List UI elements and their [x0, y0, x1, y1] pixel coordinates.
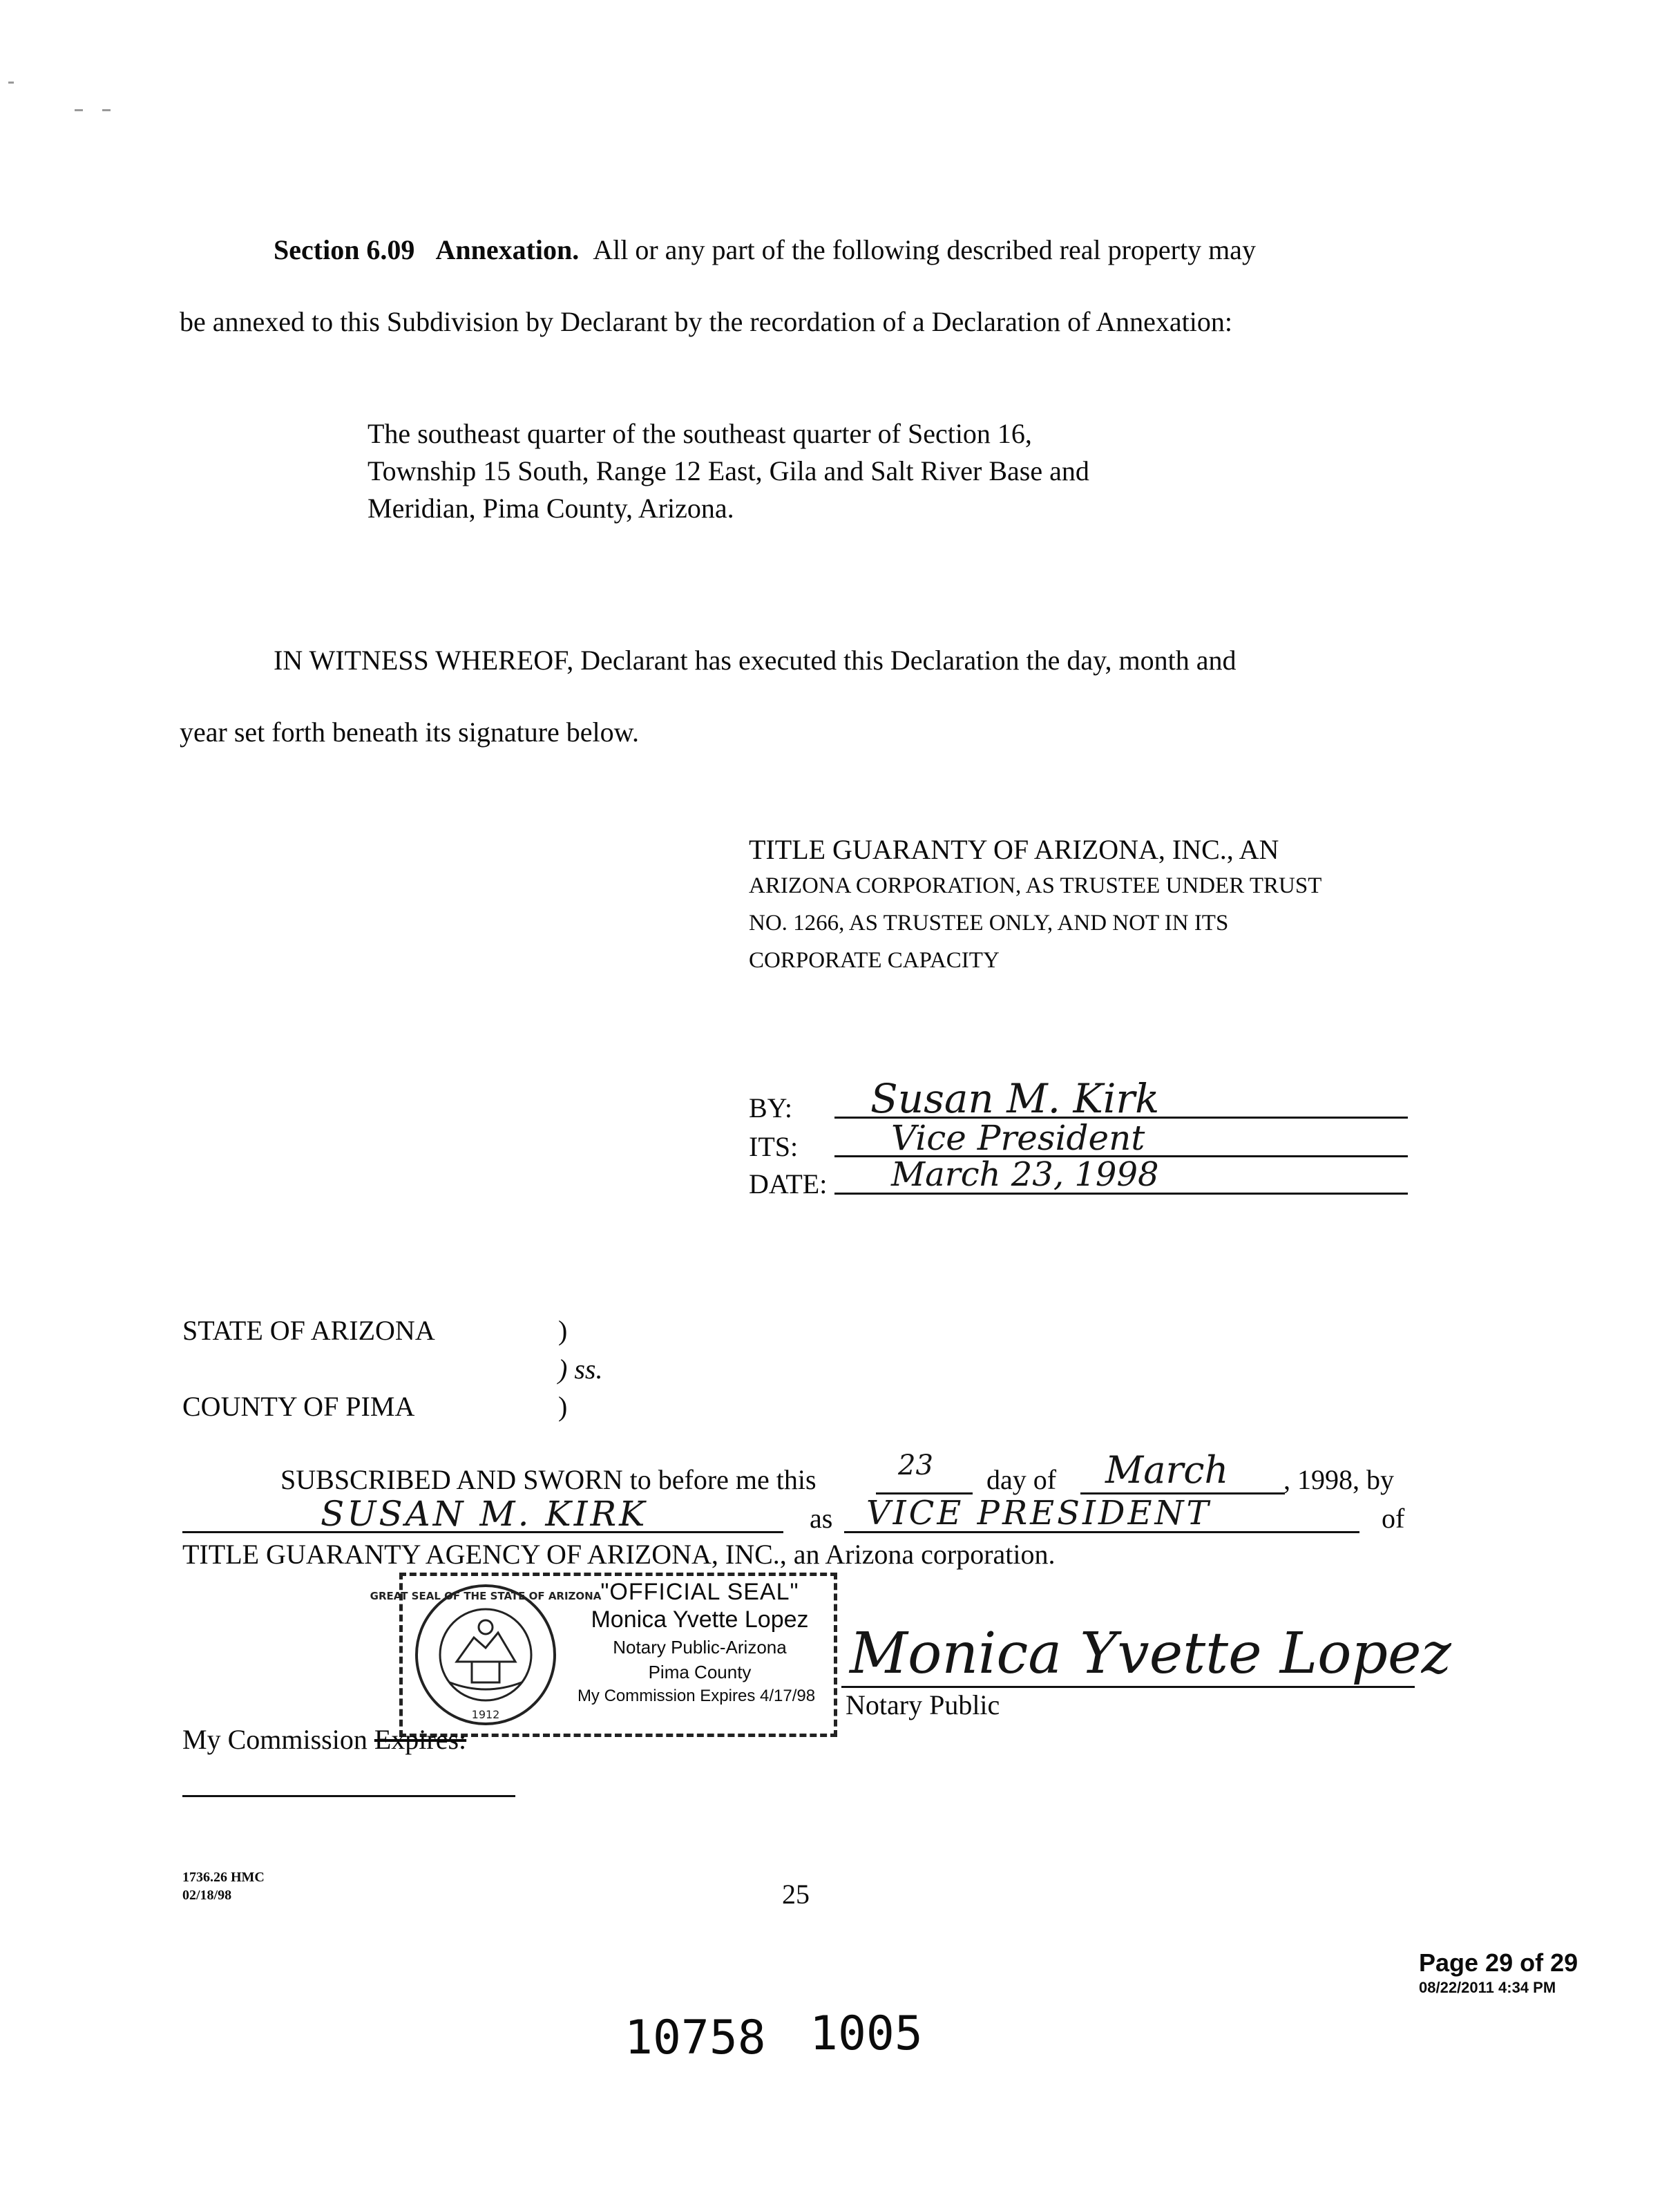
jurat-line-3: TITLE GUARANTY AGENCY OF ARIZONA, INC., an Arizona corporation. — [182, 1539, 1056, 1570]
its-value: Vice President — [891, 1118, 1145, 1158]
commission-text: My Commission — [182, 1724, 368, 1755]
by-signature: Susan M. Kirk — [870, 1075, 1160, 1122]
section-line-1 — [274, 236, 1256, 264]
jurat-as: as — [810, 1503, 833, 1534]
venue-county: COUNTY OF PIMA — [182, 1391, 415, 1422]
record-number-1: 10758 — [624, 2011, 766, 2065]
official-seal-stamp — [370, 1573, 837, 1737]
seal-county: Pima County — [648, 1662, 752, 1682]
section-heading: Annexation. — [435, 234, 580, 265]
jurat-day-value: 23 — [898, 1450, 933, 1481]
date-label: DATE: — [749, 1168, 828, 1199]
doc-code: 1736.26 HMC — [182, 1870, 265, 1885]
commission-line — [182, 1795, 515, 1797]
doc-date: 02/18/98 — [182, 1888, 232, 1903]
jurat-title-value: VICE PRESIDENT — [866, 1494, 1212, 1532]
notary-public-label: Notary Public — [846, 1689, 1000, 1720]
legal-description-line-3: Meridian, Pima County, Arizona. — [368, 493, 734, 524]
state-seal-emblem — [370, 1579, 602, 1731]
seal-name: Monica Yvette Lopez — [591, 1606, 809, 1633]
company-line-2: ARIZONA CORPORATION, AS TRUSTEE UNDER TRUST — [749, 873, 1322, 898]
notary-signature: Monica Yvette Lopez — [850, 1621, 1451, 1687]
section-text: All or any part of the following described real property may — [593, 234, 1256, 265]
jurat-line-1-part2: day of — [986, 1464, 1057, 1495]
scan-mark — [102, 109, 111, 111]
section-line-2: be annexed to this Subdivision by Declarant by the recordation of a Declaration of Annexation: — [180, 306, 1233, 337]
company-line-1: TITLE GUARANTY OF ARIZONA, INC., AN — [749, 834, 1279, 865]
section-number: Section 6.09 — [274, 234, 415, 265]
jurat-line-1-part1: SUBSCRIBED AND SWORN to before me this — [280, 1464, 817, 1495]
seal-title: "OFFICIAL SEAL" — [600, 1579, 799, 1605]
seal-notary-line: Notary Public-Arizona — [613, 1637, 787, 1658]
company-line-3: NO. 1266, AS TRUSTEE ONLY, AND NOT IN ITS — [749, 911, 1229, 936]
record-number-2: 1005 — [810, 2006, 923, 2061]
legal-description-line-1: The southeast quarter of the southeast quarter of Section 16, — [368, 418, 1032, 449]
its-label: ITS: — [749, 1131, 799, 1162]
venue-ss-text: ) ss. — [558, 1354, 603, 1385]
scan-mark — [75, 109, 83, 111]
page-count: Page 29 of 29 — [1419, 1948, 1578, 1977]
seal-emblem-year: 1912 — [471, 1708, 500, 1721]
venue-state: STATE OF ARIZONA — [182, 1315, 435, 1346]
by-label: BY: — [749, 1092, 793, 1123]
commission-expires-struck: Expires: — [374, 1724, 467, 1755]
seal-expiration: My Commission Expires 4/17/98 — [577, 1687, 816, 1705]
witness-line-1: IN WITNESS WHEREOF, Declarant has executed this Declaration the day, month and — [274, 645, 1237, 676]
venue-paren-3: ) — [558, 1391, 568, 1422]
seal-emblem-caption: GREAT SEAL OF THE STATE OF ARIZONA — [370, 1590, 602, 1602]
venue-paren-1: ) — [558, 1315, 568, 1346]
jurat-line-1-part3: , 1998, by — [1283, 1464, 1394, 1495]
legal-description-line-2: Township 15 South, Range 12 East, Gila and Salt River Base and — [368, 455, 1089, 486]
date-value: March 23, 1998 — [891, 1155, 1159, 1194]
commission-label — [182, 1726, 466, 1754]
jurat-month-value: March — [1105, 1448, 1229, 1492]
venue-ss — [558, 1356, 602, 1383]
scan-mark — [8, 82, 14, 84]
company-line-4: CORPORATE CAPACITY — [749, 948, 1000, 973]
page-number: 25 — [782, 1879, 810, 1910]
witness-line-2: year set forth beneath its signature below. — [180, 717, 639, 748]
jurat-of: of — [1382, 1503, 1405, 1534]
print-timestamp: 08/22/2011 4:34 PM — [1419, 1979, 1556, 1996]
jurat-name-value: SUSAN M. KIRK — [321, 1494, 648, 1534]
